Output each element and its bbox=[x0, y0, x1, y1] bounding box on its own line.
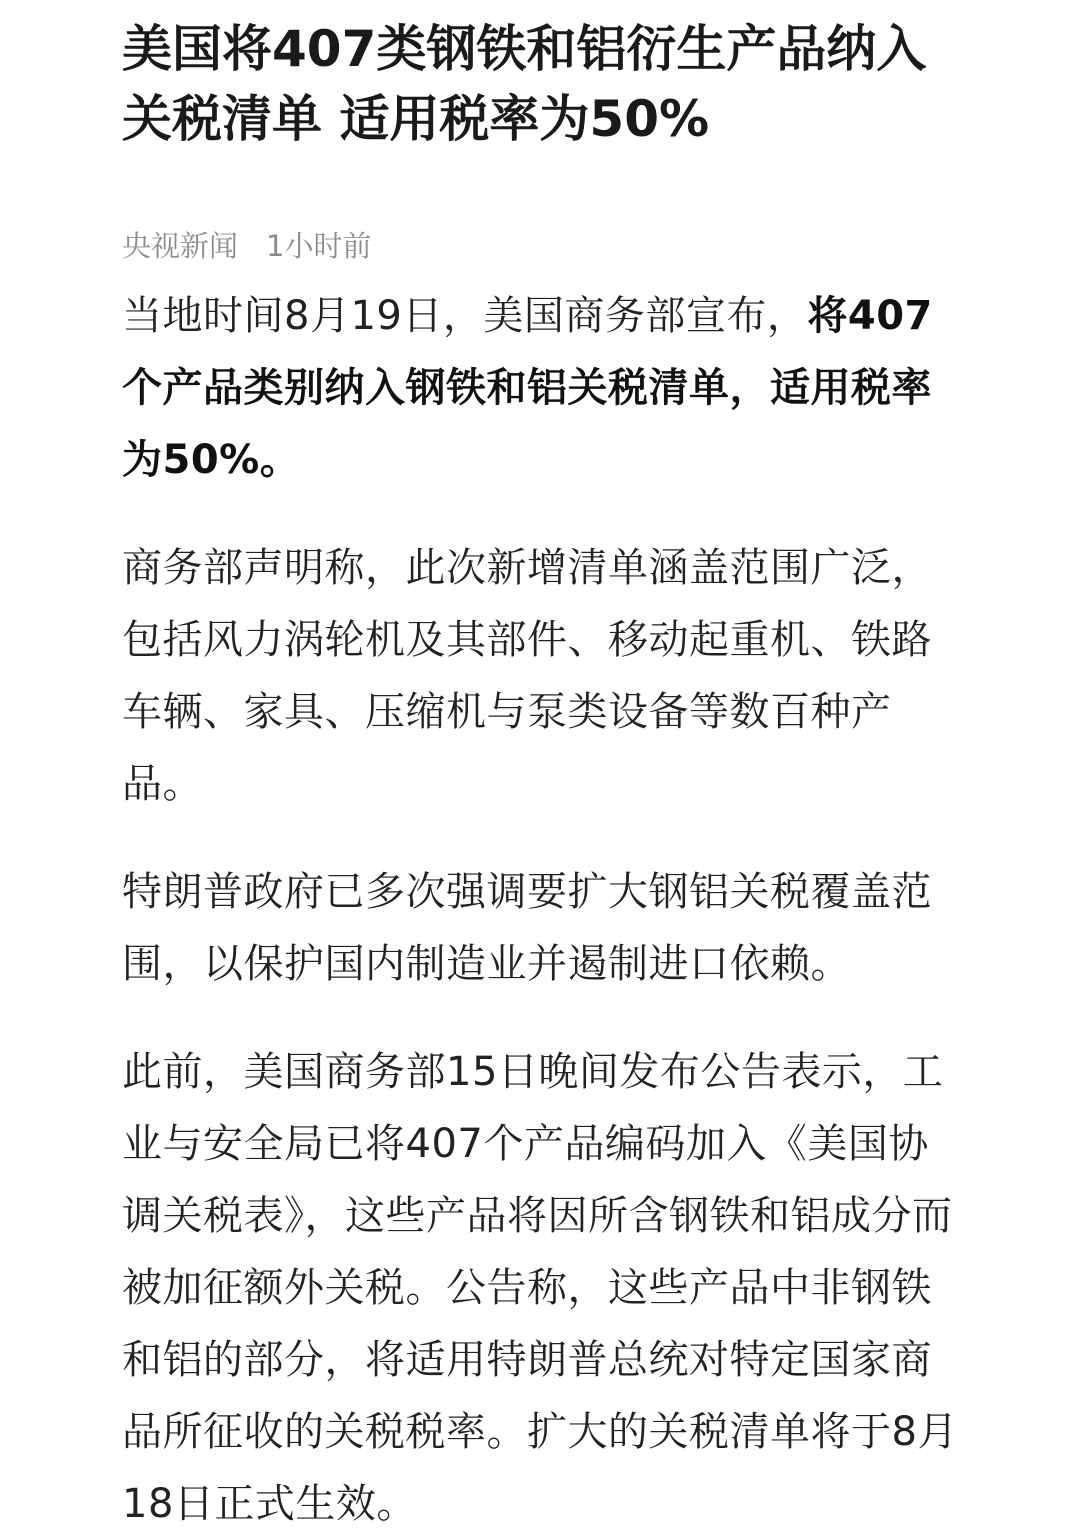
article-time: 1小时前 bbox=[266, 229, 372, 263]
news-article bbox=[122, 0, 968, 1540]
paragraph-1-text: 当地时间8月19日，美国商务部宣布， bbox=[122, 293, 808, 339]
article-source[interactable]: 央视新闻 bbox=[122, 229, 239, 263]
paragraph-1-bold-text: 将407个产品类别纳入钢铁和铝关税清单，适用税率为50%。 bbox=[122, 293, 933, 483]
article-paragraph-4: 此前，美国商务部15日晚间发布公告表示，工业与安全局已将407个产品编码加入《美国协调关税表》，这些产品将因所含钢铁和铝成分而被加征额外关税。公告称，这些产品中非钢铁和铝的部分，将适用特朗普总统对特定国家商品所征收的关税税率。扩大的关税清单将于8月18日正式生效。 bbox=[122, 1049, 958, 1527]
article-paragraph-2: 商务部声明称，此次新增清单涵盖范围广泛，包括风力涡轮机及其部件、移动起重机、铁路车辆、家具、压缩机与泵类设备等数百种产品。 bbox=[122, 545, 932, 807]
article-paragraph-1 bbox=[122, 280, 968, 496]
article-title: 美国将407类钢铁和铝衍生产品纳入关税清单 适用税率为50% bbox=[122, 20, 927, 148]
article-paragraph-3: 特朗普政府已多次强调要扩大钢铝关税覆盖范围，以保护国内制造业并遏制进口依赖。 bbox=[122, 869, 932, 987]
article-meta bbox=[122, 226, 968, 266]
